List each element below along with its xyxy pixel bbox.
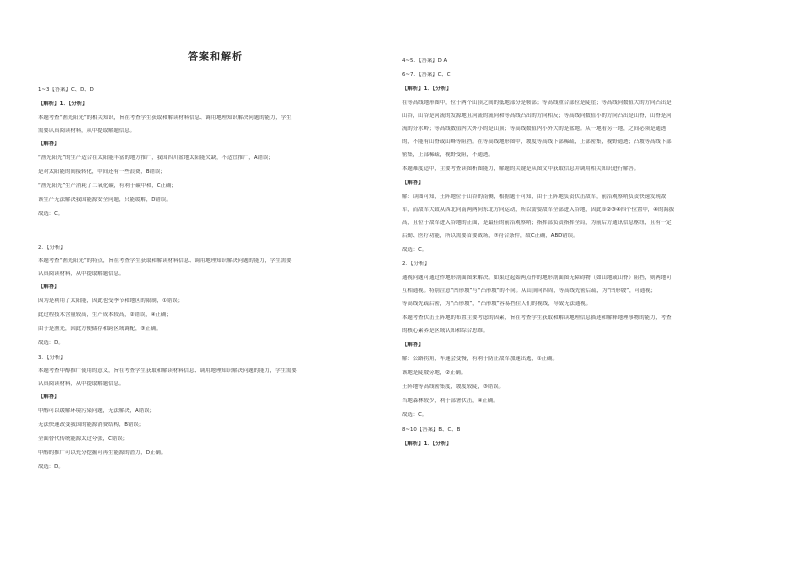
left-text-line: 认真阅读材料，从中提取解题信息。	[38, 381, 125, 387]
right-text-line: 的，不能有山脊或山峰等阻挡。在等高线地形图中，坡度等高线下部稀疏，上部密集，视野通透；凸坡等高线下部	[402, 139, 672, 145]
left-text-line: 1~3【答案】C、D、D	[38, 87, 94, 93]
right-text-line: 解：读图可知，王阵地位于山谷的南侧，根据题干可知，由于王阵地负责伏击敌军，前沿观察哨负责快速发现敌	[402, 194, 667, 200]
left-text-line: 该生产无法解决我国能源安全问题，只能缓解，D错误。	[38, 197, 172, 203]
left-text-line: 全面替代传统能源太过夸张，C错误；	[38, 436, 129, 442]
left-text-line: 【解析】1．【分析】	[38, 101, 88, 107]
left-text-line: 故选：C。	[38, 211, 64, 217]
right-text-line: 后勤、医疗功能，所以需要首要战场，⑦符合条件，故C正确，ABD错误。	[402, 233, 579, 239]
left-text-line: 需要认真阅读材料，从中提取解题信息。	[38, 128, 136, 134]
right-text-line: 该地是陡坡旁地，②正确。	[402, 370, 467, 376]
left-text-line: “渔光阳光”的生产适合在太阳能丰富的地方推广，我国四川盆地太阳能欠缺，不适宜推广，A错误；	[38, 155, 274, 161]
right-text-line: 8~10【答案】B、C、B	[402, 427, 461, 433]
left-text-line: 本题考查“渔光阳光”的特点，旨在考查学生获取和解读材料信息、调用地理知识解决问题的能力，学生需要	[38, 258, 292, 264]
right-text-line: 故选：C。	[402, 247, 428, 253]
page-title: 答案和解析	[188, 52, 243, 63]
left-text-line: “渔光阳光”生产消耗了二氧化碳，有利于碳中和，C正确；	[38, 183, 177, 189]
right-text-line: 在等高线地形图中，位于两个山顶之间的低地部分是鞍部；等高线重合部位是陡崖；等高线向数值大的方向凸出是	[402, 100, 672, 106]
right-text-line: 流的分水岭；等高线数值内大外小的是山顶；等高线数值内小外大的是盆地。从一地看另一地，之间必须是通透	[402, 126, 667, 132]
right-text-line: 王阵地等高线密集度，坡度较陡，③错误。	[402, 384, 504, 390]
right-text-line: 4~5．【答案】D A	[402, 58, 448, 64]
right-text-line: 山谷，山谷是河流的发源地且河流的流向和等高线凸出的方向相反；等高线向数值小的方向凸出是山脊，山脊是河	[402, 113, 672, 119]
right-text-line: 本题难度适中，主要考查读图析图能力，解题的关键是从图文中获取信息并调用相关知识进行解答。	[402, 166, 640, 172]
right-text-line: 【解析】1．【分析】	[402, 441, 452, 447]
left-text-line: 甲醇的推广可以充分挖掘可再生能源的潜力，D正确。	[38, 450, 167, 456]
right-text-line: 【解答】	[402, 180, 424, 186]
right-text-line: 的核心素养是区域认知和综合思维。	[402, 328, 489, 334]
right-text-line: 本题考查伏击王阵地的布置主要考虑的因素，旨在考查学生获取和解读地理信息描述和解释地理事物的能力，考查	[402, 315, 672, 321]
left-text-line: 本题考查“渔光阳光”的相关知识，旨在考查学生获取和解读材料信息、调用地理知识解决问题的能力，学生	[38, 115, 292, 121]
left-text-line: 故选：D。	[38, 464, 64, 470]
left-text-line: 【解答】	[38, 284, 60, 290]
left-text-line: 3．【分析】	[38, 355, 66, 361]
right-text-line: 解：公路拐角，车速会变慢，有利于防止敌军加速出逃，①正确。	[402, 356, 558, 362]
right-text-line: 军，而敌军大致从西北向南两两向东北方向运动，所以需要敌军全部进入谷地，因此①②③④四个位置中，④的海拔	[402, 207, 675, 213]
right-text-line: 互相通视。特别注意“凹形坡”与“凸形坡”的不同。从山顶向四周，等高线先密后疏，为“凹形坡”，可通视；	[402, 288, 656, 294]
right-text-line: 等高线先疏后密，为“凸形坡”，“凸形坡”容易挡住人们的视线，导致无法通视。	[402, 301, 592, 307]
right-text-line: 高，且位于敌军进入谷地的正面，是最佳的前沿观察哨；指挥部负责指挥全局，为前后方通讯信息枢纽，且有一定	[402, 220, 672, 226]
left-text-line: 无法快速改变我国的能源消费结构，B错误；	[38, 422, 145, 428]
right-text-line: 2．【分析】	[402, 261, 430, 267]
right-text-line: 【解析】1．【分析】	[402, 86, 452, 92]
left-text-line: 本题考查甲醇推广使用的意义，旨在考查学生获取和解读材料信息、调用地理知识解决问题的能力，学生需要	[38, 368, 297, 374]
left-text-line: 由于是渔光，因此方便储存和跨区域调配，③正确。	[38, 326, 162, 332]
right-text-line: 【解答】	[402, 342, 424, 348]
right-text-line: 6~7．【答案】C、C	[402, 72, 451, 78]
left-text-line: 【解答】	[38, 141, 60, 147]
right-text-line: 通视问题可通过作地形剖面图来解决。如果过起始两点作的地形剖面图无障碍物（如山地或山脊）阻挡，则两地可	[402, 275, 672, 281]
right-text-line: 密集，上部稀疏，视野受阻，不通透。	[402, 152, 494, 158]
left-text-line: 因为是利用了太阳能，因此也受季节和地区的限制，①错误；	[38, 298, 183, 304]
left-text-line: 故选：D。	[38, 340, 64, 346]
right-text-line: 当地森林较少，利于部署伏击，④正确。	[402, 398, 499, 404]
left-text-line: 是对太阳能的间接转化，中间还有一些浪费，B错误；	[38, 169, 166, 175]
left-text-line: 【解答】	[38, 394, 60, 400]
left-text-line: 认真阅读材料，从中提取解题信息。	[38, 271, 125, 277]
left-text-line: 2．【分析】	[38, 245, 66, 251]
left-text-line: 此过程技术含量较高，生产成本较高，②错误，④正确；	[38, 312, 172, 318]
right-text-line: 故选：C。	[402, 412, 428, 418]
left-text-line: 甲醇可以缓解环境污染问题，无法解决，A错误；	[38, 408, 155, 414]
